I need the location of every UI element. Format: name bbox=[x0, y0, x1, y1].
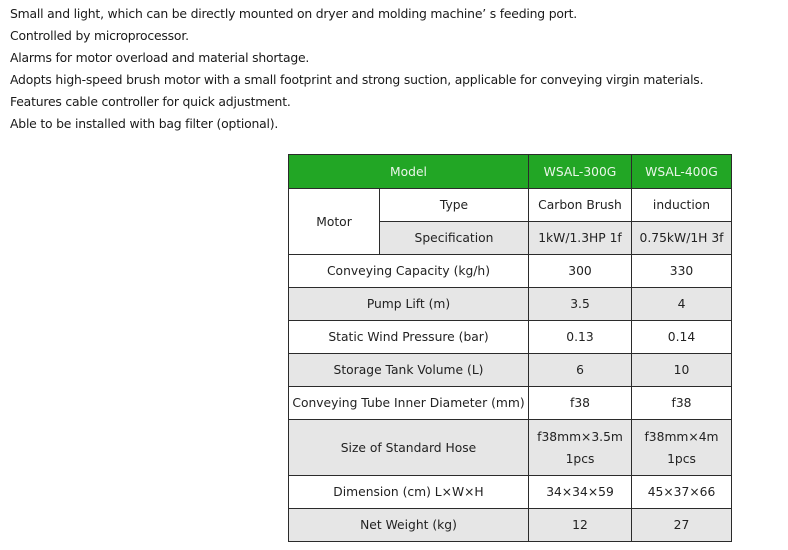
cell-line: 1pcs bbox=[667, 451, 696, 466]
feature-item: Small and light, which can be directly mounted on dryer and molding machine’ s feeding port. bbox=[10, 6, 578, 21]
table-cell: 330 bbox=[632, 255, 732, 288]
model-300g-header: WSAL-300G bbox=[529, 155, 632, 189]
table-cell bbox=[632, 420, 732, 476]
row-label: Net Weight (kg) bbox=[289, 509, 529, 542]
model-header: Model bbox=[289, 155, 529, 189]
table-row bbox=[289, 354, 732, 387]
cell-line: 1pcs bbox=[565, 451, 595, 466]
table-cell: 12 bbox=[529, 509, 632, 542]
table-row bbox=[289, 255, 732, 288]
feature-item: Adopts high-speed brush motor with a small footprint and strong suction, applicable for conveying virgin materials. bbox=[10, 72, 704, 87]
cell-line: f38mm×4m bbox=[644, 429, 719, 444]
table-cell: 0.14 bbox=[632, 321, 732, 354]
row-label: Conveying Tube Inner Diameter (mm) bbox=[289, 387, 529, 420]
table-cell: Carbon Brush bbox=[529, 189, 632, 222]
table-cell: 0.75kW/1H 3f bbox=[632, 222, 732, 255]
feature-item: Able to be installed with bag filter (optional). bbox=[10, 116, 279, 131]
table-row bbox=[289, 509, 732, 542]
feature-list bbox=[10, 3, 703, 135]
row-label: Conveying Capacity (kg/h) bbox=[289, 255, 529, 288]
table-cell: 34×34×59 bbox=[529, 476, 632, 509]
table-cell: 6 bbox=[529, 354, 632, 387]
table-cell: 0.13 bbox=[529, 321, 632, 354]
table-cell bbox=[529, 420, 632, 476]
table-cell: 300 bbox=[529, 255, 632, 288]
motor-type-label: Type bbox=[380, 189, 529, 222]
cell-line: f38mm×3.5m bbox=[537, 429, 623, 444]
spec-table bbox=[288, 154, 732, 542]
table-row bbox=[289, 288, 732, 321]
row-label: Dimension (cm) L×W×H bbox=[289, 476, 529, 509]
table-cell: 10 bbox=[632, 354, 732, 387]
table-row bbox=[289, 476, 732, 509]
table-cell: 3.5 bbox=[529, 288, 632, 321]
table-row bbox=[289, 189, 732, 222]
table-cell: 45×37×66 bbox=[632, 476, 732, 509]
table-cell: 27 bbox=[632, 509, 732, 542]
table-cell: 4 bbox=[632, 288, 732, 321]
feature-item: Alarms for motor overload and material shortage. bbox=[10, 50, 310, 65]
table-cell: 1kW/1.3HP 1f bbox=[529, 222, 632, 255]
motor-spec-label: Specification bbox=[380, 222, 529, 255]
motor-group-label: Motor bbox=[289, 189, 380, 255]
row-label: Pump Lift (m) bbox=[289, 288, 529, 321]
table-cell: induction bbox=[632, 189, 732, 222]
row-label: Static Wind Pressure (bar) bbox=[289, 321, 529, 354]
feature-item: Features cable controller for quick adjustment. bbox=[10, 94, 291, 109]
table-row bbox=[289, 387, 732, 420]
model-400g-header: WSAL-400G bbox=[632, 155, 732, 189]
table-cell: f38 bbox=[529, 387, 632, 420]
table-row bbox=[289, 420, 732, 476]
row-label: Storage Tank Volume (L) bbox=[289, 354, 529, 387]
row-label: Size of Standard Hose bbox=[289, 420, 529, 476]
table-header-row bbox=[289, 155, 732, 189]
feature-item: Controlled by microprocessor. bbox=[10, 28, 189, 43]
table-cell: f38 bbox=[632, 387, 732, 420]
table-row bbox=[289, 321, 732, 354]
